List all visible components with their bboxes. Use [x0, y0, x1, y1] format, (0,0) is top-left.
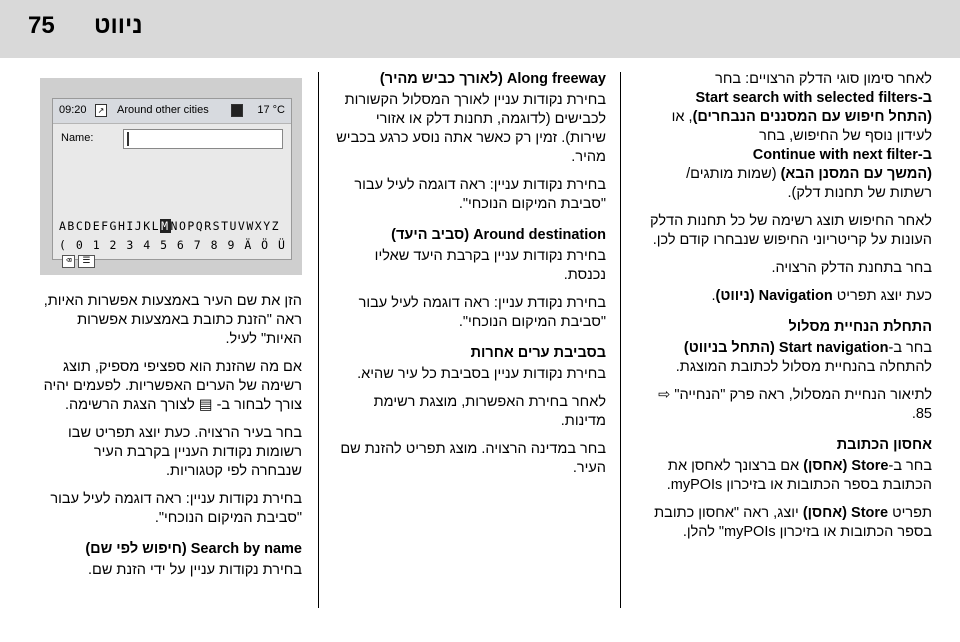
digit-row[interactable]: ( 0 1 2 3 4 5 6 7 8 9 Ä Ö Ü⌫ ☰ — [59, 238, 287, 266]
name-input[interactable] — [123, 129, 283, 149]
letter-row[interactable]: ABCDEFGHIJKLMNOPQRSTUVWXYZ — [59, 219, 281, 233]
paragraph: בחירת נקודות עניין לאורך המסלול הקשורות לכבישים (לדוגמה, תחנות דלק או אזורי שירות). זמין רק כאשר אתה נוסע כרגע בכביש מהיר. — [336, 92, 606, 165]
page-header — [0, 0, 960, 58]
paragraph: בחירת נקודות עניין בקרבת היעד שאליו נכנסת. — [374, 248, 606, 283]
text-column-left — [40, 292, 302, 589]
paragraph: לאחר בחירת האפשרות, מוצגת רשימת מדינות. — [373, 394, 606, 429]
paragraph: בחר בעיר הרצויה. כעת יוצג תפריט שבו רשומות נקודות העניין בקרבת העיר שנבחרה לפי קטגוריות. — [68, 425, 302, 479]
paragraph: לתיאור הנחיית המסלול, ראה פרק "הנחייה" ⇨ 85. — [658, 387, 932, 422]
temperature: 17 °C — [257, 104, 285, 116]
infotainment-screen — [52, 98, 292, 266]
paragraph: בחירת נקודות עניין על ידי הזנת שם. — [87, 562, 302, 578]
paragraph: בחירת נקודות עניין: ראה דוגמה לעיל עבור "סביבת המיקום הנוכחי". — [50, 491, 302, 526]
paragraph: תפריט Store (אחסן) יוצג, ראה "אחסון כתובת בספר הכתובות או בזיכרון myPOIs" להלן. — [654, 505, 932, 540]
text-column-middle — [330, 70, 606, 487]
paragraph: כעת יוצג תפריט Navigation (ניווט). — [711, 288, 932, 304]
subheading: Search by name (חיפוש לפי שם) — [85, 541, 302, 557]
phone-icon — [231, 104, 243, 117]
text-column-right — [636, 70, 932, 551]
paragraph: בחירת נקודות עניין בסביבת כל עיר שהיא. — [357, 366, 606, 382]
paragraph: לאחר החיפוש תוצג רשימה של כל תחנות הדלק העונות על קריטריוני החיפוש שנבחרו קודם לכן. — [649, 213, 932, 248]
paragraph: בחר ב-Store (אחסן) אם ברצונך לאחסן את הכתובת בספר הכתובות או בזיכרון myPOIs. — [666, 458, 932, 493]
screen-title: Around other cities — [117, 104, 209, 116]
selected-letter[interactable]: M — [161, 219, 170, 233]
paragraph: בחר במדינה הרצויה. מוצג תפריט להזנת שם העיר. — [340, 441, 606, 476]
subheading: בסביבת ערים אחרות — [470, 345, 606, 361]
paragraph: בחר ב-Start navigation (התחל בניווט) להתחלה בהנחיית מסלול לכתובת המוצגת. — [675, 340, 932, 375]
paragraph: בחר בתחנת הדלק הרצויה. — [771, 260, 932, 276]
navigation-icon: ↗ — [95, 104, 107, 117]
subheading: אחסון הכתובת — [836, 437, 932, 453]
page-number: 75 — [28, 12, 55, 39]
subheading: Along freeway (לאורך כביש מהיר) — [379, 71, 606, 87]
list-key[interactable]: ☰ — [78, 255, 94, 268]
paragraph: לאחר סימון סוגי הדלק הרצויים: בחר Start search with selected filters-ב (התחל חיפוש עם המסננים הנבחרים), או לעידון נוסף של החיפוש, בחר Continue with next filter-ב (המשך עם המסנן הבא) (שמות מותגים/ רשתות של תחנות דלק). — [671, 71, 932, 201]
clock: 09:20 — [59, 104, 87, 116]
name-label: Name: — [61, 132, 94, 144]
paragraph: אם מה שהזנת הוא ספציפי מספיק, תוצג רשימה של הערים האפשריות. לפעמים יהיה צורך לבחור ב- ▤ לצורך הצגת הרשימה. — [43, 359, 302, 413]
column-divider — [620, 72, 621, 608]
paragraph: בחירת נקודת עניין: ראה דוגמה לעיל עבור "סביבת המיקום הנוכחי". — [358, 295, 606, 330]
screen-top-bar — [53, 99, 291, 124]
paragraph: בחירת נקודות עניין: ראה דוגמה לעיל עבור "סביבת המיקום הנוכחי". — [354, 177, 606, 212]
backspace-key[interactable]: ⌫ — [62, 255, 75, 268]
subheading: Around destination (סביב היעד) — [391, 227, 606, 243]
text-cursor — [127, 132, 129, 146]
column-divider — [318, 72, 319, 608]
section-title: ניווט — [94, 12, 143, 39]
screen-illustration — [40, 78, 302, 275]
paragraph: הזן את שם העיר באמצעות אפשרות האיות, ראה "הזנת כתובת באמצעות אפשרות האיות" לעיל. — [43, 293, 302, 347]
subheading: התחלת הנחיית מסלול — [788, 319, 932, 335]
